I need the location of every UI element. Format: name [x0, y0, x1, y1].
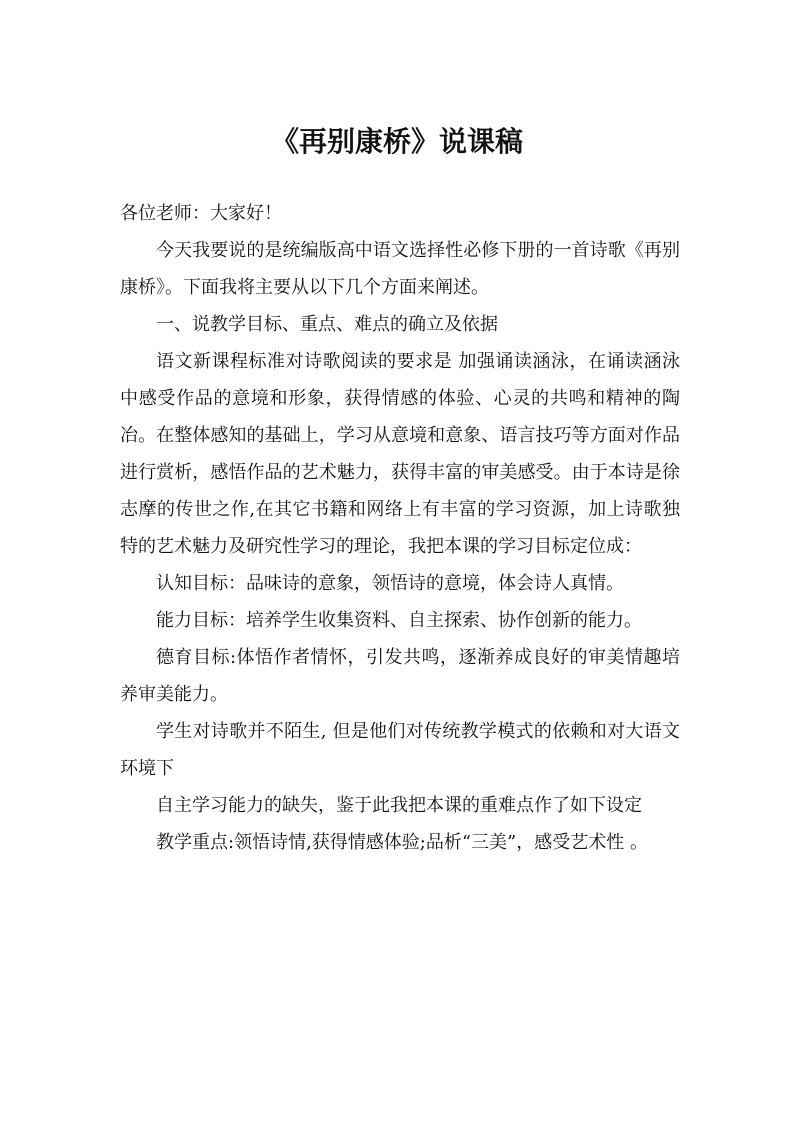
- goal-cognitive: 认知目标：品味诗的意象，领悟诗的意境，体会诗人真情。: [156, 573, 624, 594]
- goal-ability: 能力目标：培养学生收集资料、自主探索、协作创新的能力。: [156, 610, 642, 631]
- paragraph-intro: 今天我要说的是统编版高中语文选择性必修下册的一首诗歌《再别康桥》。下面我将主要从以下几个方面来阐述。: [120, 240, 680, 298]
- goal-moral: 德育目标:体悟作者情怀，引发共鸣，逐渐养成良好的审美情趣培养审美能力。: [120, 647, 680, 705]
- document-title: 《再别康桥》说课稿: [270, 125, 523, 158]
- document-body: [120, 195, 680, 861]
- paragraph-students: 学生对诗歌并不陌生, 但是他们对传统教学模式的依赖和对大语文环境下: [120, 721, 680, 779]
- paragraph-teaching-focus: 教学重点:领悟诗情,获得情感体验;品析“三美”，感受艺术性 。: [156, 832, 648, 853]
- paragraph-curriculum: 语文新课程标准对诗歌阅读的要求是 加强诵读涵泳，在诵读涵泳中感受作品的意境和形象，获得情感的体验、心灵的共鸣和精神的陶冶。在整体感知的基础上，学习从意境和意象、语言技巧等方面对作品进行赏析，感悟作品的艺术魅力，获得丰富的审美感受。由于本诗是徐志摩的传世之作,在其它书籍和网络上有丰富的学习资源，加上诗歌独特的艺术魅力及研究性学习的理论，我把本课的学习目标定位成：: [120, 351, 680, 557]
- greeting-line: 各位老师：大家好！: [120, 203, 282, 224]
- section-heading-1: 一、说教学目标、重点、难点的确立及依据: [156, 314, 498, 335]
- paragraph-focus-intro: 自主学习能力的缺失，鉴于此我把本课的重难点作了如下设定: [156, 795, 642, 816]
